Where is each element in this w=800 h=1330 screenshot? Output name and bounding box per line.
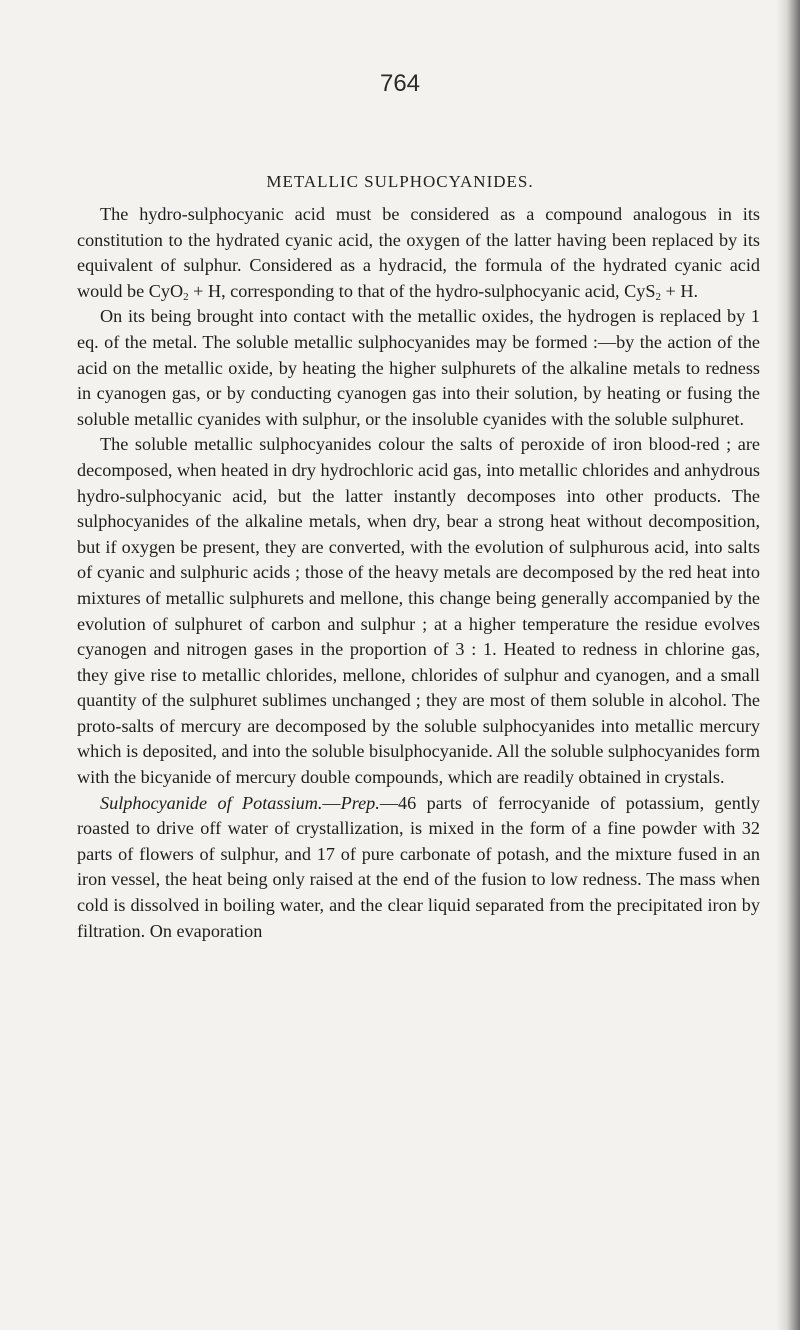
subsection-title: Sulphocyanide of Potassium. bbox=[100, 792, 323, 813]
subscript-2: 2 bbox=[183, 290, 189, 303]
paragraph-2: On its being brought into contact with the metallic oxides, the hydrogen is replaced by 1 eq. of the metal. The soluble metallic sulphocyanides may be formed :—by the action of the acid on the metallic oxide, by heating the higher sulphurets of the alkaline metals to redness in cyanogen gas, or by conducting cyanogen gas into their solution, by heating or fusing the soluble metallic cyanides with sulphur, or the insoluble cyanides with the soluble sulphuret. bbox=[77, 306, 760, 429]
page-number: 764 bbox=[379, 70, 421, 97]
paragraph-3: The soluble metallic sulphocyanides colour the salts of peroxide of iron blood-red ; are decomposed, when heated in dry hydrochloric acid gas, into metallic chlorides and anhydrous hydro-sulphocyanic acid, but the latter instantly decomposes into other products. The sulphocyanides of the alkaline metals, when dry, bear a strong heat without decomposition, but if oxygen be present, they are converted, with the evolution of sulphurous acid, into salts of cyanic and sulphuric acids ; those of the heavy metals are decomposed by the red heat into mixtures of metallic sulphurets and mellone, this change being generally accompanied by the evolution of sulphuret of carbon and sulphur ; at a higher temperature the residue evolves cyanogen and nitrogen gases in the proportion of 3 : 1. Heated to redness in chlorine gas, they give rise to metallic chlorides, mellone, chlorides of sulphur and cyanogen, and a small quantity of the sulphuret sublimes unchanged ; they are most of them soluble in alcohol. The proto-salts of mercury are decomposed by the soluble sulphocyanides into metallic mercury which is deposited, and into the soluble bisulphocyanide. All the soluble sulphocyanides form with the bicyanide of mercury double compounds, which are readily obtained in crystals. bbox=[77, 434, 760, 788]
paragraph-1-part-b: + H, corresponding to that of the hydro-sulphocyanic acid, CyS bbox=[188, 280, 656, 301]
page-edge-shadow bbox=[776, 0, 800, 1330]
body-text bbox=[77, 202, 760, 944]
dash: — bbox=[322, 792, 341, 813]
paragraph-1-part-a: The hydro-sulphocyanic acid must be considered as a compound analogous in its constitution to the hydrated cyanic acid, the oxygen of the latter having been replaced by its equivalent of sulphur. Considered as a hydracid, the formula of the hydrated cyanic acid would be CyO bbox=[77, 204, 760, 301]
prep-label: Prep. bbox=[340, 792, 380, 813]
paragraph-4-text: —46 parts of ferrocyanide of potassium, gently roasted to drive off water of crystallization, is mixed in the form of a fine powder with 32 parts of flowers of sulphur, and 17 of pure carbonate of potash, and the mixture fused in an iron vessel, the heat being only raised at the end of the fusion to low redness. The mass when cold is dissolved in boiling water, and the clear liquid separated from the precipitated iron by filtration. On evaporation bbox=[77, 792, 760, 941]
paragraph-1 bbox=[77, 202, 760, 304]
paragraph-1-part-c: + H. bbox=[660, 280, 699, 301]
section-heading: METALLIC SULPHOCYANIDES. bbox=[266, 172, 534, 191]
subscript-2: 2 bbox=[655, 290, 661, 303]
paragraph-4 bbox=[77, 791, 760, 945]
